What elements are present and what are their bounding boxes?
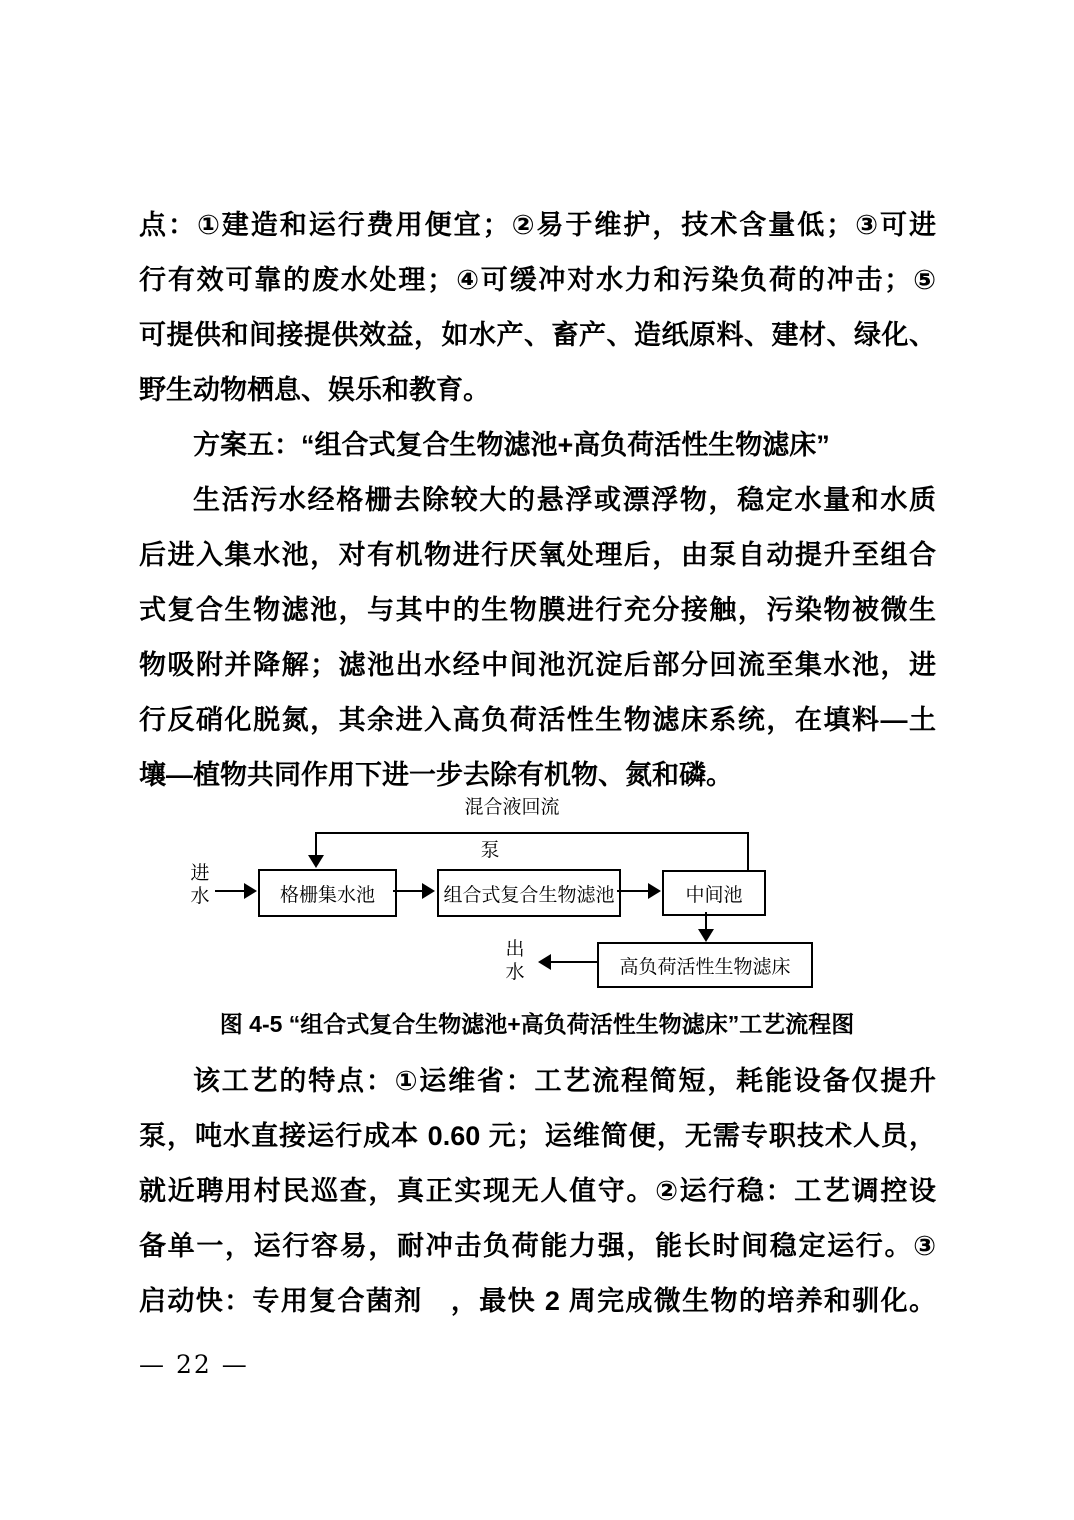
flow-box-label: 中间池 [685, 883, 743, 906]
inlet-label [185, 862, 215, 908]
arrow-line [617, 890, 649, 892]
pump-label: 泵 [480, 839, 500, 861]
arrow-right-icon [422, 883, 435, 899]
body-line: 泵，吨水直接运行成本 0.60 元；运维简便，无需专职技术人员， [139, 1121, 936, 1151]
body-line: 式复合生物滤池，与其中的生物膜进行充分接触，污染物被微生 [139, 595, 936, 625]
body-line: 后进入集水池，对有机物进行厌氧处理后，由泵自动提升至组合 [139, 540, 936, 570]
arrow-right-icon [648, 883, 661, 899]
arrow-down-icon [308, 855, 324, 868]
body-line: 壤—植物共同作用下进一步去除有机物、氮和磷。 [139, 760, 733, 790]
outlet-arrow-line [551, 961, 597, 963]
recycle-line-horizontal [315, 832, 749, 834]
page-number: — 22 — [139, 1350, 249, 1379]
inlet-label-top: 进 [190, 862, 210, 884]
recycle-line-right-vertical [747, 832, 749, 870]
flow-box-label: 高负荷活性生物滤床 [619, 955, 791, 978]
flow-box-grid-collection-tank [258, 869, 397, 917]
body-line: 点：①建造和运行费用便宜；②易于维护，技术含量低；③可进 [139, 210, 936, 240]
body-line: 可提供和间接提供效益，如水产、畜产、造纸原料、建材、绿化、 [139, 320, 936, 350]
body-line: 行有效可靠的废水处理；④可缓冲对水力和污染负荷的冲击；⑤ [139, 265, 936, 295]
arrow-right-icon [244, 883, 257, 899]
flow-box-label: 组合式复合生物滤池 [443, 883, 615, 906]
recycle-flow-label: 混合液回流 [464, 796, 560, 818]
figure-caption: 图 4-5 “组合式复合生物滤池+高负荷活性生物滤床”工艺流程图 [219, 1011, 855, 1037]
inlet-arrow-line [215, 890, 245, 892]
outlet-label-top: 出 [505, 938, 525, 960]
inlet-label-bottom: 水 [190, 885, 210, 907]
flow-box-combined-biofilter [437, 869, 621, 917]
arrow-left-icon [538, 954, 551, 970]
flow-box-intermediate-tank [662, 870, 766, 916]
body-line: 行反硝化脱氮，其余进入高负荷活性生物滤床系统，在填料—土 [139, 705, 936, 735]
body-line: 生活污水经格栅去除较大的悬浮或漂浮物，稳定水量和水质 [193, 485, 936, 515]
body-line: 该工艺的特点：①运维省：工艺流程简短，耗能设备仅提升 [193, 1066, 936, 1096]
outlet-label [500, 938, 530, 984]
recycle-line-left-vertical [315, 832, 317, 856]
flow-box-label: 格栅集水池 [279, 883, 375, 906]
arrow-line [393, 890, 423, 892]
body-line: 就近聘用村民巡查，真正实现无人值守。②运行稳：工艺调控设 [139, 1176, 936, 1206]
body-line: 物吸附并降解；滤池出水经中间池沉淀后部分回流至集水池，进 [139, 650, 936, 680]
body-line: 启动快：专用复合菌剂 ，最快 2 周完成微生物的培养和驯化。 [139, 1286, 936, 1316]
body-line: 备单一，运行容易，耐冲击负荷能力强，能长时间稳定运行。③ [139, 1231, 936, 1261]
scheme-heading: 方案五：“组合式复合生物滤池+高负荷活性生物滤床” [193, 430, 830, 460]
flow-box-high-load-biofilter-bed [597, 942, 813, 988]
outlet-label-bottom: 水 [505, 961, 525, 983]
arrow-down-icon [698, 929, 714, 942]
body-line: 野生动物栖息、娱乐和教育。 [139, 375, 490, 405]
